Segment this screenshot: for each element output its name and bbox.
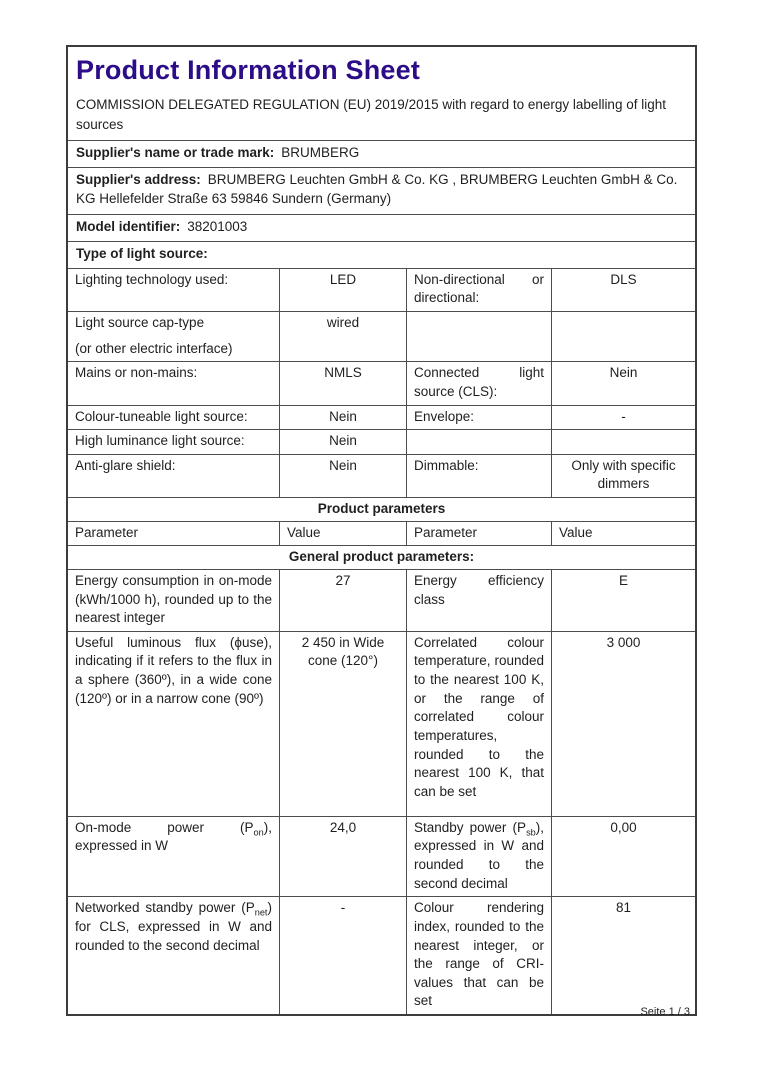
param-value-cell: 2 450 in Wide cone (120°) bbox=[279, 632, 406, 816]
subscript-on: on bbox=[253, 827, 264, 838]
product-information-sheet bbox=[66, 45, 697, 1016]
table-row bbox=[68, 816, 695, 897]
supplier-address-label: Supplier's address: bbox=[76, 172, 201, 188]
param-value-cell: 81 bbox=[551, 897, 695, 1014]
model-identifier-row bbox=[68, 214, 695, 241]
supplier-name-label: Supplier's name or trade mark: bbox=[76, 145, 275, 161]
param-value-cell bbox=[551, 430, 695, 454]
param-label-cell: High luminance light source: bbox=[75, 433, 245, 449]
param-label-cell bbox=[406, 312, 551, 361]
param-label-cell bbox=[68, 817, 279, 897]
table-row bbox=[68, 268, 695, 311]
param-value-cell: 0,00 bbox=[551, 817, 695, 897]
param-label-cell: Mains or non-mains: bbox=[75, 365, 198, 381]
supplier-address-value: BRUMBERG Leuchten GmbH & Co. KG , BRUMBERG Leuchten GmbH & Co. KG Hellefelder Straße 63 59846 Sundern (Germany) bbox=[76, 172, 678, 206]
param-label-cell: Envelope: bbox=[406, 406, 551, 430]
model-identifier-value: 38201003 bbox=[187, 219, 248, 235]
param-value-cell: Only with specific dimmers bbox=[551, 455, 695, 497]
param-value-cell: - bbox=[551, 406, 695, 430]
param-value-cell: DLS bbox=[551, 269, 695, 311]
on-mode-power-label: On-mode power (P bbox=[75, 819, 254, 835]
param-value-cell: 3 000 bbox=[551, 632, 695, 816]
supplier-address-row bbox=[68, 167, 695, 214]
param-value-cell: 27 bbox=[279, 570, 406, 631]
table-row bbox=[68, 361, 695, 404]
param-label-cell bbox=[406, 430, 551, 454]
param-label-cell: Connected light source (CLS): bbox=[406, 362, 551, 404]
param-value-cell bbox=[551, 312, 695, 361]
param-label-cell: Anti-glare shield: bbox=[75, 457, 176, 473]
networked-standby-label: Networked standby power (P bbox=[75, 900, 255, 916]
cap-type-line2: (or other electric interface) bbox=[75, 340, 233, 356]
param-value-cell: E bbox=[551, 570, 695, 631]
param-value-cell: NMLS bbox=[279, 362, 406, 404]
param-value-cell: Nein bbox=[279, 430, 406, 454]
column-header-value-2: Value bbox=[551, 522, 695, 546]
table-row bbox=[68, 896, 695, 1014]
table-row bbox=[68, 454, 695, 497]
param-label-cell: Correlated colour temperature, rounded to the nearest 100 K, or the range of correlated colour temperatures, rounded to the nearest 100 K, that can be set bbox=[406, 632, 551, 816]
param-value-cell: 24,0 bbox=[279, 817, 406, 897]
param-label-cell: Energy efficiency class bbox=[406, 570, 551, 631]
title-block bbox=[68, 47, 695, 140]
param-value-cell: Nein bbox=[279, 406, 406, 430]
standby-power-label-end: ), expressed in W and rounded to the second decimal bbox=[414, 819, 544, 891]
networked-standby-label-end: ) for CLS, expressed in W and rounded to the second decimal bbox=[75, 900, 272, 953]
param-label-cell: Energy consumption in on-mode (kWh/1000 h), rounded up to the nearest integer bbox=[75, 572, 272, 626]
param-value-cell: - bbox=[279, 897, 406, 1014]
model-identifier-label: Model identifier: bbox=[76, 219, 181, 235]
type-of-light-source-label: Type of light source: bbox=[76, 246, 208, 262]
table-row bbox=[68, 311, 695, 361]
table-row bbox=[68, 405, 695, 430]
page-number: Seite 1 / 3 bbox=[640, 1006, 690, 1018]
regulation-subtitle: COMMISSION DELEGATED REGULATION (EU) 2019/2015 with regard to energy labelling of light sources bbox=[76, 97, 666, 132]
table-header-row bbox=[68, 521, 695, 546]
cap-type-line1: Light source cap-type bbox=[75, 315, 205, 331]
table-row bbox=[68, 569, 695, 631]
standby-power-label: Standby power (P bbox=[414, 819, 527, 835]
param-label-cell bbox=[406, 817, 551, 897]
section-header-product-parameters: Product parameters bbox=[68, 497, 695, 521]
section-header-general-product-parameters: General product parameters: bbox=[68, 545, 695, 569]
param-value-cell: wired bbox=[279, 312, 406, 361]
table-row bbox=[68, 631, 695, 816]
param-value-cell: Nein bbox=[551, 362, 695, 404]
subscript-sb: sb bbox=[526, 827, 536, 838]
column-header-parameter-1: Parameter bbox=[75, 524, 139, 540]
supplier-name-row bbox=[68, 140, 695, 167]
param-label-cell: Lighting technology used: bbox=[75, 271, 229, 287]
param-value-cell: Nein bbox=[279, 455, 406, 497]
param-label-cell: Colour rendering index, rounded to the nearest integer, or the range of CRI-values that can be set bbox=[406, 897, 551, 1014]
param-label-cell: Colour-tuneable light source: bbox=[75, 408, 248, 424]
table-row bbox=[68, 429, 695, 454]
column-header-parameter-2: Parameter bbox=[406, 522, 551, 546]
page-title: Product Information Sheet bbox=[76, 55, 421, 85]
param-label-cell: Useful luminous flux (ϕuse), indicating if it refers to the flux in a sphere (360º), in a wide cone (120º) or in a narrow cone (90º) bbox=[75, 634, 272, 706]
param-label-cell: Dimmable: bbox=[406, 455, 551, 497]
supplier-name-value: BRUMBERG bbox=[281, 145, 360, 161]
param-label-cell bbox=[68, 312, 279, 361]
subscript-net: net bbox=[254, 907, 268, 918]
param-label-cell bbox=[68, 897, 279, 1014]
param-value-cell: LED bbox=[279, 269, 406, 311]
type-of-light-source-row bbox=[68, 241, 695, 268]
on-mode-power-label-end: ), expressed in W bbox=[75, 819, 272, 854]
column-header-value-1: Value bbox=[279, 522, 406, 546]
param-label-cell: Non-directional or directional: bbox=[406, 269, 551, 311]
